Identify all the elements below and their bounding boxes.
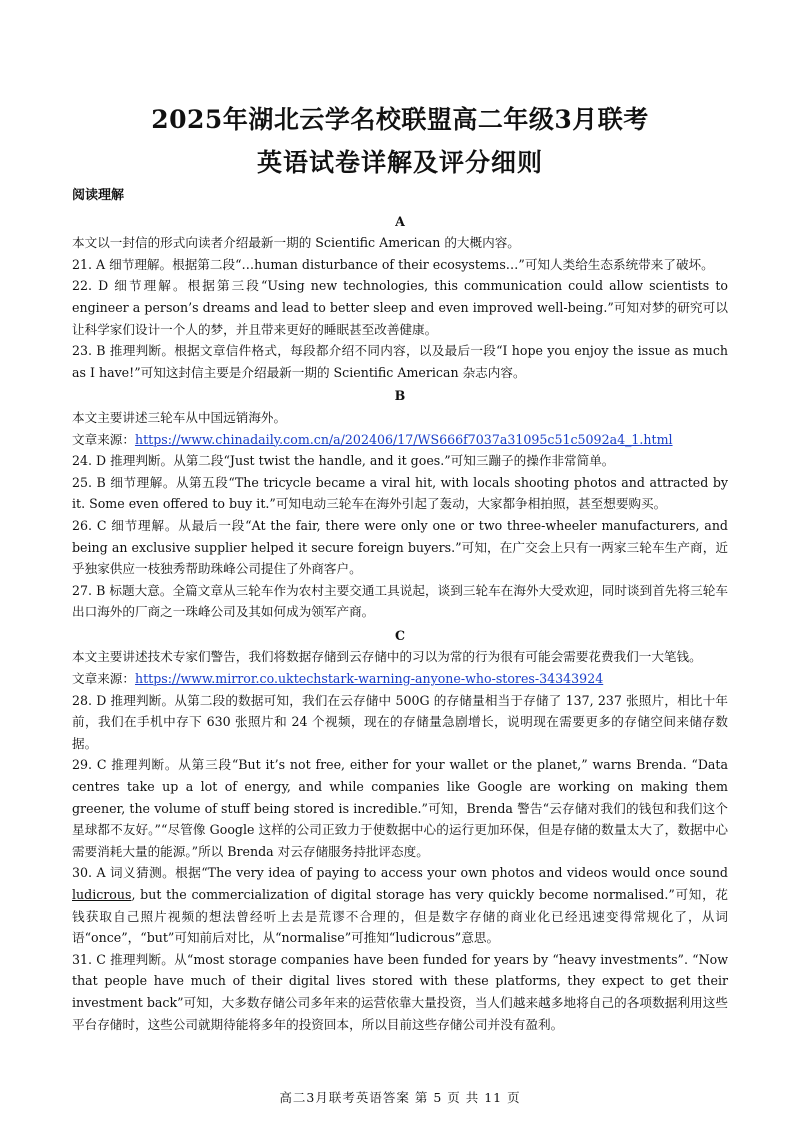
answer-24: 24. D 推理判断。从第二段“Just twist the handle, and it goes.”可知三蹦子的操作非常简单。 — [72, 453, 615, 469]
document-body — [72, 185, 728, 1035]
answer-30 — [72, 862, 728, 948]
answer-22: 22. D 细节理解。根据第三段“Using new technologies, this communication could allow scientists to engineer a person’s dreams and lead to better sleep and even improved well-being.”可知对梦的研究可以让科学家们设计一个人的梦，并且带来更好的睡眠甚至改善健康。 — [72, 278, 728, 337]
passage-c-intro: 本文主要讲述技术专家们警告，我们将数据存储到云存储中的习以为常的行为很有可能会需要花费我们一大笔钱。 — [72, 649, 702, 665]
passage-b-intro: 本文主要讲述三轮车从中国远销海外。 — [72, 409, 287, 425]
document-title: 2025年湖北云学名校联盟高二年级3月联考 — [151, 105, 649, 134]
section-label: 阅读理解 — [72, 188, 125, 203]
document-subtitle: 英语试卷详解及评分细则 — [256, 148, 543, 177]
source-link[interactable]: https://www.mirror.co.uktechstark-warning-anyone-who-stores-34343924 — [134, 671, 604, 687]
answer-29: 29. C 推理判断。从第三段“But it’s not free, either for your wallet or the planet,” warns Brenda. “Data centres take up a lot of energy, and while companies like Google are working on making them greener, the volume of stuff being stored is incredible.”可知，Brenda 警告“云存储对我们的钱包和我们这个星球都不友好。”“尽管像 Google 这样的公司正致力于使数据中心的运行更加环保，但是存储的数量太大了，数据中心需要消耗大量的能源。”所以 Brenda 对云存储服务持批评态度。 — [72, 757, 728, 859]
source-label: 文章来源： — [72, 431, 135, 447]
page-footer: 高二3月联考英语答案 第 5 页 共 11 页 — [279, 1090, 521, 1105]
answer-30-before: 30. A 词义猜测。根据“The very idea of paying to access your own photos and videos would once sound — [72, 865, 728, 881]
passage-b-heading: B — [394, 388, 406, 404]
passage-a-heading: A — [395, 213, 405, 229]
answer-21: 21. A 细节理解。根据第二段“…human disturbance of their ecosystems…”可知人类给生态系统带来了破坏。 — [72, 256, 714, 272]
answer-26: 26. C 细节理解。从最后一段“At the fair, there were only one or two three-wheeler manufacturers, and being an exclusive supplier helped it secure foreign buyers.”可知，在广交会上只有一两家三轮车生产商，近乎独家供应一枝独秀帮助珠峰公司提住了外商客户。 — [72, 517, 728, 577]
passage-a-intro: 本文以一封信的形式向读者介绍最新一期的 Scientific American 的大概内容。 — [72, 235, 520, 251]
answer-25: 25. B 细节理解。从第五段“The tricycle became a viral hit, with locals shooting photos and attracted by it. Some even offered to buy it.”可知电动三轮车在海外引起了轰动，大家都争相拍照，甚至想要购买。 — [72, 474, 728, 512]
answer-27: 27. B 标题大意。全篇文章从三轮车作为农村主要交通工具说起，谈到三轮车在海外大受欢迎，同时谈到首先将三轮车出口海外的厂商之一珠峰公司及其如何成为领军产商。 — [72, 582, 728, 620]
passage-b-source — [72, 429, 728, 451]
answer-28: 28. D 推理判断。从第二段的数据可知，我们在云存储中 500G 的存储量相当于存储了 137, 237 张照片，相比十年前，我们在手机中存下 630 张照片和 24 个视频，现在的存储量急剧增长，说明现在需要更多的存储空间来储存数据。 — [72, 692, 728, 751]
passage-c-source — [72, 668, 728, 690]
answer-30-after: , but the commercialization of digital storage has very quickly become normalised.”可知，花钱获取自己照片视频的想法曾经听上去是荒谬不合理的，但是数字存储的商业化已经迅速变得常规化了，从词语“once”，“but”可知前后对比，从“normalise”可推知“ludicrous”意思。 — [72, 887, 728, 946]
underlined-word: ludicrous — [72, 887, 132, 902]
answer-23: 23. B 推理判断。根据文章信件格式，每段都介绍不同内容，以及最后一段“I hope you enjoy the issue as much as I have!”可知这封信主要是介绍最新一期的 Scientific American 杂志内容。 — [72, 343, 728, 380]
answer-31: 31. C 推理判断。从“most storage companies have been funded for years by “heavy investments”. “Now that people have much of their digital lives stored with these platforms, they expect to get their investment back”可知，大多数存储公司多年来的运营依靠大量投资，当人们越来越多地将自己的各项数据利用这些平台存储时，这些公司就期待能将多年的投资回本，所以目前这些存储公司并没有盈利。 — [72, 951, 728, 1032]
source-link[interactable]: https://www.chinadaily.com.cn/a/202406/17/WS666f7037a31095c51c5092a4_1.html — [134, 431, 673, 447]
passage-c-heading: C — [394, 627, 406, 643]
source-label: 文章来源： — [72, 671, 135, 687]
